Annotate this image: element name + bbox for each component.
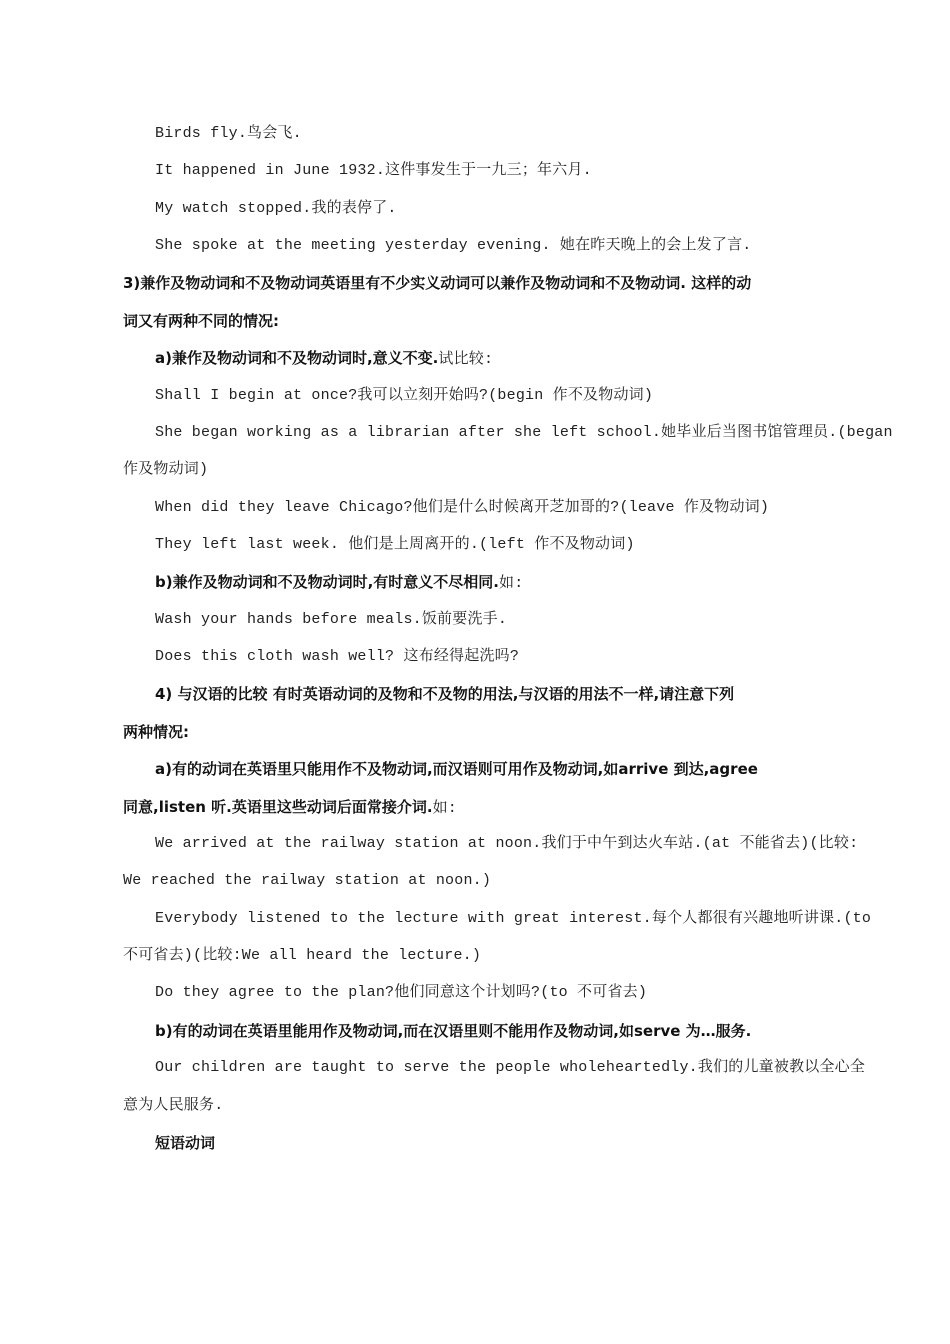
example-line: It happened in June 1932.这件事发生于一九三；年六月. (155, 162, 592, 179)
example-line-continued: 不可省去)(比较:We all heard the lecture.) (123, 947, 482, 964)
subsection-heading: a)兼作及物动词和不及物动词时,意义不变. (155, 349, 439, 367)
example-line: They left last week. 他们是上周离开的.(left 作不及物动词) (155, 536, 635, 553)
subsection-note: 试比较: (438, 351, 494, 368)
subsection-heading: a)有的动词在英语里只能用作不及物动词,而汉语则可用作及物动词,如arrive 到达,agree (155, 760, 758, 778)
subsection-note: 如: (499, 575, 524, 592)
section-heading: 4) 与汉语的比较 有时英语动词的及物和不及物的用法,与汉语的用法不一样,请注意下列 (155, 685, 735, 703)
subsection-line (155, 348, 895, 370)
subsection-line (123, 797, 863, 819)
section-heading: 3)兼作及物动词和不及物动词英语里有不少实义动词可以兼作及物动词和不及物动词. 这样的动 (123, 274, 752, 292)
example-line: When did they leave Chicago?他们是什么时候离开芝加哥的?(leave 作及物动词) (155, 499, 770, 516)
example-line: Does this cloth wash well? 这布经得起洗吗? (155, 648, 520, 665)
example-line-continued: We reached the railway station at noon.) (123, 872, 492, 889)
example-line: Everybody listened to the lecture with great interest.每个人都很有兴趣地听讲课.(to (155, 910, 872, 927)
example-line-continued: 作及物动词) (123, 461, 209, 478)
example-line: Wash your hands before meals.饭前要洗手. (155, 611, 508, 628)
section-heading-continued: 两种情况: (123, 723, 189, 741)
example-line: My watch stopped.我的表停了. (155, 200, 397, 217)
example-line: Shall I begin at once?我可以立刻开始吗?(begin 作不及物动词) (155, 387, 654, 404)
example-line: Do they agree to the plan?他们同意这个计划吗?(to 不可省去) (155, 984, 648, 1001)
subsection-note: 如: (432, 800, 457, 817)
subsection-heading: b)有的动词在英语里能用作及物动词,而在汉语里则不能用作及物动词,如serve 为…服务. (155, 1022, 752, 1040)
subsection-heading-continued: 同意,listen 听.英语里这些动词后面常接介词. (123, 798, 433, 816)
section-heading: 短语动词 (155, 1134, 216, 1152)
example-line-continued: 意为人民服务. (123, 1097, 224, 1114)
example-line: Our children are taught to serve the people wholeheartedly.我们的儿童被教以全心全 (155, 1059, 866, 1076)
subsection-heading: b)兼作及物动词和不及物动词时,有时意义不尽相同. (155, 573, 499, 591)
example-line: We arrived at the railway station at noon.我们于中午到达火车站.(at 不能省去)(比较: (155, 835, 859, 852)
example-line: She began working as a librarian after she left school.她毕业后当图书馆管理员.(began (155, 424, 893, 441)
example-line: She spoke at the meeting yesterday evening. 她在昨天晚上的会上发了言. (155, 237, 752, 254)
subsection-line (155, 572, 895, 594)
section-heading-continued: 词又有两种不同的情况: (123, 312, 279, 330)
example-line: Birds fly.鸟会飞. (155, 125, 302, 142)
